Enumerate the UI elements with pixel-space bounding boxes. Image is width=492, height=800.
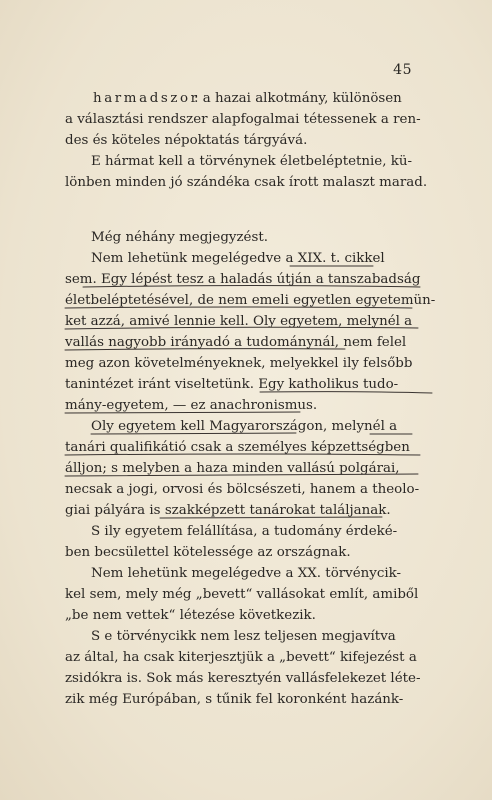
emphasized-word: harmadszor <box>93 91 200 106</box>
document-page: 45 harmadszor : a hazai alkotmány, különösen a választási rendszer alapfogalmai tétessenek a ren- des és köteles népoktatás tárgyává. E hármat kell a törvénynek életbeléptetnie, kü- lönben minden jó szándéka csak írott malaszt marad. Még néhány megjegyzést. Nem lehetünk megelégedve a XIX. t. cikkel sem. Egy lépést tesz a haladás útján a tanszabadság életbeléptetésével, de nem emeli egyetlen egyetemün- ket azzá, amivé lennie kell. Oly egyetem, melynél a vallás nagyobb irányadó a tudománynál, nem felel meg azon követelményeknek, melyekkel ily felsőbb tanintézet iránt viseltetünk. Egy katholikus tudo- mány-egyetem, — ez anachronismus. Oly egyetem kell Magyarországon, melynél a tanári qualifikátió csak a személyes képzettségben álljon; s melyben a haza minden vallású polgárai, necsak a jogi, orvosi és bölcsészeti, hanem a theolo- giai pályára is szakképzett tanárokat találjanak. S ily egyetem felállítása, a tudomány érdeké- ben becsülettel kötelessége az országnak. Nem lehetünk megelégedve a XX. törvénycik- kel sem, mely még „bevett“ vallásokat említ, amiből „be nem vettek“ létezése következik. S e törvénycikk nem lesz teljesen megjavítva az által, ha csak kiterjesztjük a „bevett“ kifejezést a zsidókra is. Sok más keresztyén vallásfelekezet léte- zik még Európában, s tűnik fel koronként hazánk- <box>0 0 492 800</box>
line-text: : a hazai alkotmány, különösen <box>194 91 402 106</box>
page-number: 45 <box>393 62 412 78</box>
